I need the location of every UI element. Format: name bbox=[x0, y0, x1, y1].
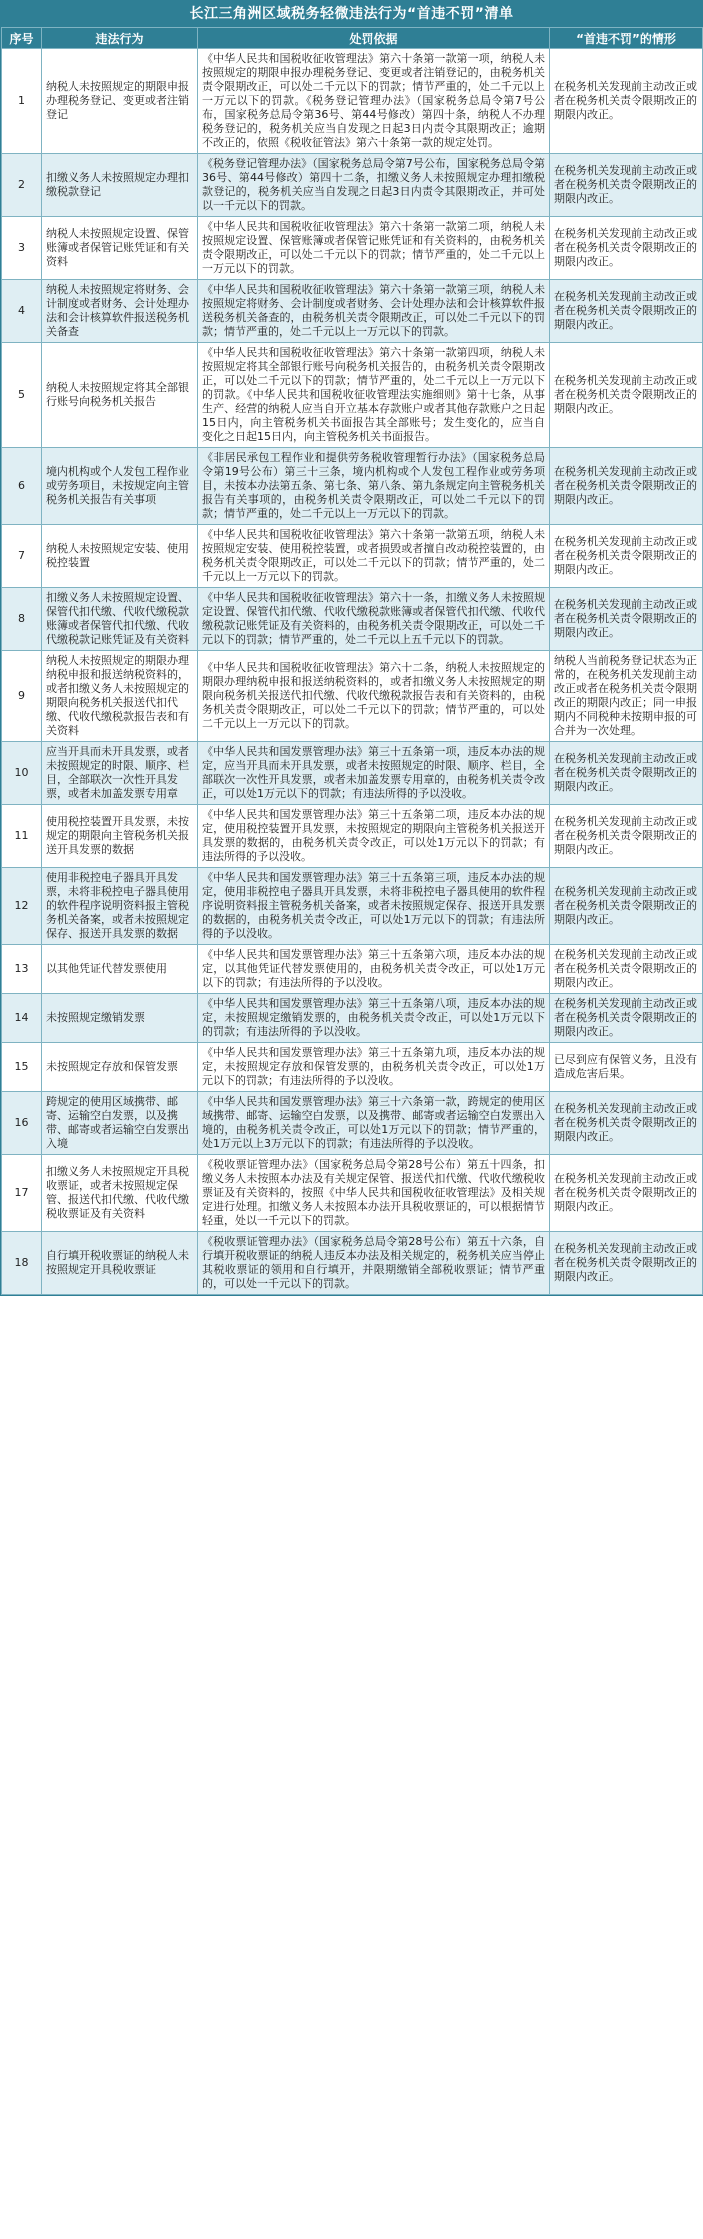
first-offense-situation: 在税务机关发现前主动改正或者在税务机关责令限期改正的期限内改正。 bbox=[550, 280, 703, 343]
first-offense-situation: 在税务机关发现前主动改正或者在税务机关责令限期改正的期限内改正。 bbox=[550, 994, 703, 1043]
first-offense-situation: 在税务机关发现前主动改正或者在税务机关责令限期改正的期限内改正。 bbox=[550, 1092, 703, 1155]
violation-act: 使用非税控电子器具开具发票，未将非税控电子器具使用的软件程序说明资料报主管税务机关备案，或者未按照规定保存、报送开具发票的数据 bbox=[42, 868, 198, 945]
table-body bbox=[2, 49, 703, 1295]
violation-act: 扣缴义务人未按照规定办理扣缴税款登记 bbox=[42, 154, 198, 217]
first-offense-situation: 在税务机关发现前主动改正或者在税务机关责令限期改正的期限内改正。 bbox=[550, 448, 703, 525]
first-offense-situation: 在税务机关发现前主动改正或者在税务机关责令限期改正的期限内改正。 bbox=[550, 525, 703, 588]
row-number: 18 bbox=[2, 1232, 42, 1295]
first-offense-situation: 纳税人当前税务登记状态为正常的，在税务机关发现前主动改正或者在税务机关责令限期改正的期限内改正；同一申报期内不同税种未按期申报的可合并为一次处理。 bbox=[550, 651, 703, 742]
table-row bbox=[2, 217, 703, 280]
penalty-basis: 《税收票证管理办法》（国家税务总局令第28号公布）第五十六条，自行填开税收票证的纳税人违反本办法及相关规定的，税务机关应当停止其税收票证的领用和自行填开，并限期缴销全部税收票证；情节严重的，可以处一千元以下的罚款。 bbox=[198, 1232, 550, 1295]
penalty-basis: 《中华人民共和国税收征收管理法》第六十条第一款第一项，纳税人未按照规定的期限申报办理税务登记、变更或者注销登记的，由税务机关责令限期改正，可以处二千元以下的罚款；情节严重的，处二千元以上一万元以下的罚款。《税务登记管理办法》（国家税务总局令第7号公布，国家税务总局令第36号、第44号修改）第四十条，纳税人不办理税务登记的，税务机关应当自发现之日起3日内责令其限期改正；逾期不改正的，依照《税收征管法》第六十条第一款的规定处罚。 bbox=[198, 49, 550, 154]
penalty-basis: 《税收票证管理办法》（国家税务总局令第28号公布）第五十四条，扣缴义务人未按照本办法及有关规定保管、报送代扣代缴、代收代缴税收票证及有关资料的，按照《中华人民共和国税收征收管理法》及相关规定进行处理。扣缴义务人未按照本办法开具税收票证的，可以根据情节轻重，处以一千元以下的罚款。 bbox=[198, 1155, 550, 1232]
row-number: 15 bbox=[2, 1043, 42, 1092]
violation-act: 纳税人未按照规定设置、保管账簿或者保管记账凭证和有关资料 bbox=[42, 217, 198, 280]
first-offense-situation: 在税务机关发现前主动改正或者在税务机关责令限期改正的期限内改正。 bbox=[550, 217, 703, 280]
row-number: 8 bbox=[2, 588, 42, 651]
penalty-basis: 《中华人民共和国发票管理办法》第三十五条第九项，违反本办法的规定，未按照规定存放和保管发票的，由税务机关责令改正，可以处1万元以下的罚款；有违法所得的予以没收。 bbox=[198, 1043, 550, 1092]
table-row bbox=[2, 448, 703, 525]
penalty-basis: 《中华人民共和国发票管理办法》第三十五条第三项，违反本办法的规定，使用非税控电子器具开具发票，未将非税控电子器具使用的软件程序说明资料报主管税务机关备案，或者未按照规定保存、报送开具发票的数据的，由税务机关责令改正，可以处1万元以下的罚款；有违法所得的予以没收。 bbox=[198, 868, 550, 945]
first-offense-situation: 在税务机关发现前主动改正或者在税务机关责令限期改正的期限内改正。 bbox=[550, 49, 703, 154]
violation-act: 使用税控装置开具发票，未按规定的期限向主管税务机关报送开具发票的数据 bbox=[42, 805, 198, 868]
penalty-basis: 《中华人民共和国发票管理办法》第三十五条第二项，违反本办法的规定，使用税控装置开具发票，未按照规定的期限向主管税务机关报送开具发票的数据的，由税务机关责令改正，可以处1万元以下的罚款；有违法所得的予以没收。 bbox=[198, 805, 550, 868]
penalty-basis: 《非居民承包工程作业和提供劳务税收管理暂行办法》（国家税务总局令第19号公布）第三十三条，境内机构或个人发包工程作业或劳务项目，未按本办法第五条、第七条、第八条、第九条规定向主管税务机关报告有关事项的，由税务机关责令限期改正，可以处二千元以下的罚款；情节严重的，处二千元以上一万元以下的罚款。 bbox=[198, 448, 550, 525]
row-number: 17 bbox=[2, 1155, 42, 1232]
table-row bbox=[2, 1155, 703, 1232]
violation-act: 未按照规定缴销发票 bbox=[42, 994, 198, 1043]
row-number: 12 bbox=[2, 868, 42, 945]
row-number: 16 bbox=[2, 1092, 42, 1155]
penalty-basis: 《中华人民共和国税收征收管理法》第六十条第一款第二项，纳税人未按照规定设置、保管账簿或者保管记账凭证和有关资料的，由税务机关责令限期改正，可以处二千元以下的罚款；情节严重的，处二千元以上一万元以下的罚款。 bbox=[198, 217, 550, 280]
row-number: 2 bbox=[2, 154, 42, 217]
violation-act: 境内机构或个人发包工程作业或劳务项目，未按规定向主管税务机关报告有关事项 bbox=[42, 448, 198, 525]
violation-act: 纳税人未按照规定的期限办理纳税申报和报送纳税资料的，或者扣缴义务人未按照规定的期限向税务机关报送代扣代缴、代收代缴税款报告表和有关资料 bbox=[42, 651, 198, 742]
row-number: 13 bbox=[2, 945, 42, 994]
header-situation: “首违不罚”的情形 bbox=[550, 28, 703, 49]
penalty-basis: 《中华人民共和国税收征收管理法》第六十二条，纳税人未按照规定的期限办理纳税申报和报送纳税资料的，或者扣缴义务人未按照规定的期限向税务机关报送代扣代缴、代收代缴税款报告表和有关资料的，由税务机关责令限期改正，可以处二千元以下的罚款；情节严重的，可以处二千元以上一万元以下的罚款。 bbox=[198, 651, 550, 742]
page-title: 长江三角洲区域税务轻微违法行为“首违不罚”清单 bbox=[1, 1, 702, 27]
row-number: 6 bbox=[2, 448, 42, 525]
header-basis: 处罚依据 bbox=[198, 28, 550, 49]
row-number: 5 bbox=[2, 343, 42, 448]
penalty-basis: 《中华人民共和国税收征收管理法》第六十条第一款第五项，纳税人未按照规定安装、使用税控装置，或者损毁或者擅自改动税控装置的，由税务机关责令限期改正，可以处二千元以下的罚款；情节严重的，处二千元以上一万元以下的罚款。 bbox=[198, 525, 550, 588]
row-number: 9 bbox=[2, 651, 42, 742]
violation-act: 纳税人未按照规定的期限申报办理税务登记、变更或者注销登记 bbox=[42, 49, 198, 154]
violation-act: 纳税人未按照规定将其全部银行账号向税务机关报告 bbox=[42, 343, 198, 448]
table-row bbox=[2, 1043, 703, 1092]
violation-act: 跨规定的使用区域携带、邮寄、运输空白发票，以及携带、邮寄或者运输空白发票出入境 bbox=[42, 1092, 198, 1155]
table-header-row bbox=[2, 28, 703, 49]
first-offense-situation: 在税务机关发现前主动改正或者在税务机关责令限期改正的期限内改正。 bbox=[550, 154, 703, 217]
violation-act: 以其他凭证代替发票使用 bbox=[42, 945, 198, 994]
table-row bbox=[2, 742, 703, 805]
penalty-basis: 《税务登记管理办法》（国家税务总局令第7号公布，国家税务总局令第36号、第44号修改）第四十二条，扣缴义务人未按照规定办理扣缴税款登记的，税务机关应当自发现之日起3日内责令其限期改正，并可处以一千元以下的罚款。 bbox=[198, 154, 550, 217]
header-act: 违法行为 bbox=[42, 28, 198, 49]
first-offense-situation: 在税务机关发现前主动改正或者在税务机关责令限期改正的期限内改正。 bbox=[550, 805, 703, 868]
table-row bbox=[2, 805, 703, 868]
table-row bbox=[2, 49, 703, 154]
table-row bbox=[2, 868, 703, 945]
first-offense-situation: 在税务机关发现前主动改正或者在税务机关责令限期改正的期限内改正。 bbox=[550, 868, 703, 945]
table-row bbox=[2, 1092, 703, 1155]
penalty-basis: 《中华人民共和国发票管理办法》第三十六条第一款，跨规定的使用区域携带、邮寄、运输空白发票，以及携带、邮寄或者运输空白发票出入境的，由税务机关责令改正，可以处1万元以下的罚款；情节严重的，处1万元以上3万元以下的罚款；有违法所得的予以没收。 bbox=[198, 1092, 550, 1155]
first-offense-situation: 在税务机关发现前主动改正或者在税务机关责令限期改正的期限内改正。 bbox=[550, 588, 703, 651]
violation-act: 扣缴义务人未按照规定开具税收票证，或者未按照规定保管、报送代扣代缴、代收代缴税收票证及有关资料 bbox=[42, 1155, 198, 1232]
table-row bbox=[2, 525, 703, 588]
first-offense-situation: 在税务机关发现前主动改正或者在税务机关责令限期改正的期限内改正。 bbox=[550, 1155, 703, 1232]
row-number: 14 bbox=[2, 994, 42, 1043]
first-offense-situation: 在税务机关发现前主动改正或者在税务机关责令限期改正的期限内改正。 bbox=[550, 742, 703, 805]
first-offense-situation: 已尽到应有保管义务，且没有造成危害后果。 bbox=[550, 1043, 703, 1092]
penalty-basis: 《中华人民共和国发票管理办法》第三十五条第八项，违反本办法的规定，未按照规定缴销发票的，由税务机关责令改正，可以处1万元以下的罚款；有违法所得的予以没收。 bbox=[198, 994, 550, 1043]
header-no: 序号 bbox=[2, 28, 42, 49]
table-row bbox=[2, 280, 703, 343]
row-number: 3 bbox=[2, 217, 42, 280]
violation-act: 纳税人未按照规定安装、使用税控装置 bbox=[42, 525, 198, 588]
violation-act: 应当开具而未开具发票，或者未按照规定的时限、顺序、栏目，全部联次一次性开具发票，或者未加盖发票专用章 bbox=[42, 742, 198, 805]
violation-act: 纳税人未按照规定将财务、会计制度或者财务、会计处理办法和会计核算软件报送税务机关备查 bbox=[42, 280, 198, 343]
first-offense-situation: 在税务机关发现前主动改正或者在税务机关责令限期改正的期限内改正。 bbox=[550, 1232, 703, 1295]
penalty-basis: 《中华人民共和国税收征收管理法》第六十条第一款第三项，纳税人未按照规定将财务、会计制度或者财务、会计处理办法和会计核算软件报送税务机关备查的，由税务机关责令限期改正，可以处二千元以下的罚款；情节严重的，处二千元以上一万元以下的罚款。 bbox=[198, 280, 550, 343]
row-number: 10 bbox=[2, 742, 42, 805]
violation-table bbox=[1, 27, 703, 1295]
row-number: 11 bbox=[2, 805, 42, 868]
penalty-basis: 《中华人民共和国发票管理办法》第三十五条第一项，违反本办法的规定，应当开具而未开具发票，或者未按照规定的时限、顺序、栏目，全部联次一次性开具发票，或者未加盖发票专用章的，由税务机关责令改正，可以处1万元以下的罚款；有违法所得的予以没收。 bbox=[198, 742, 550, 805]
penalty-basis: 《中华人民共和国发票管理办法》第三十五条第六项，违反本办法的规定，以其他凭证代替发票使用的，由税务机关责令改正，可以处1万元以下的罚款；有违法所得的予以没收。 bbox=[198, 945, 550, 994]
table-row bbox=[2, 945, 703, 994]
first-offense-situation: 在税务机关发现前主动改正或者在税务机关责令限期改正的期限内改正。 bbox=[550, 343, 703, 448]
table-row bbox=[2, 343, 703, 448]
penalty-basis: 《中华人民共和国税收征收管理法》第六十条第一款第四项，纳税人未按照规定将其全部银行账号向税务机关报告的，由税务机关责令限期改正，可以处二千元以下的罚款；情节严重的，处二千元以上一万元以下的罚款。《中华人民共和国税收征收管理法实施细则》第十七条，从事生产、经营的纳税人应当自开立基本存款账户或者其他存款账户之日起15日内，向主管税务机关书面报告其全部账号；发生变化的，应当自变化之日起15日内，向主管税务机关书面报告。 bbox=[198, 343, 550, 448]
row-number: 1 bbox=[2, 49, 42, 154]
table-row bbox=[2, 1232, 703, 1295]
row-number: 7 bbox=[2, 525, 42, 588]
penalty-basis: 《中华人民共和国税收征收管理法》第六十一条，扣缴义务人未按照规定设置、保管代扣代缴、代收代缴税款账簿或者保管代扣代缴、代收代缴税款记账凭证及有关资料的，由税务机关责令限期改正，可以处二千元以下的罚款；情节严重的，处二千元以上五千元以下的罚款。 bbox=[198, 588, 550, 651]
violation-act: 未按照规定存放和保管发票 bbox=[42, 1043, 198, 1092]
first-offense-situation: 在税务机关发现前主动改正或者在税务机关责令限期改正的期限内改正。 bbox=[550, 945, 703, 994]
violation-act: 自行填开税收票证的纳税人未按照规定开具税收票证 bbox=[42, 1232, 198, 1295]
row-number: 4 bbox=[2, 280, 42, 343]
table-row bbox=[2, 651, 703, 742]
table-row bbox=[2, 588, 703, 651]
violation-act: 扣缴义务人未按照规定设置、保管代扣代缴、代收代缴税款账簿或者保管代扣代缴、代收代缴税款记账凭证及有关资料 bbox=[42, 588, 198, 651]
table-row bbox=[2, 994, 703, 1043]
table-row bbox=[2, 154, 703, 217]
